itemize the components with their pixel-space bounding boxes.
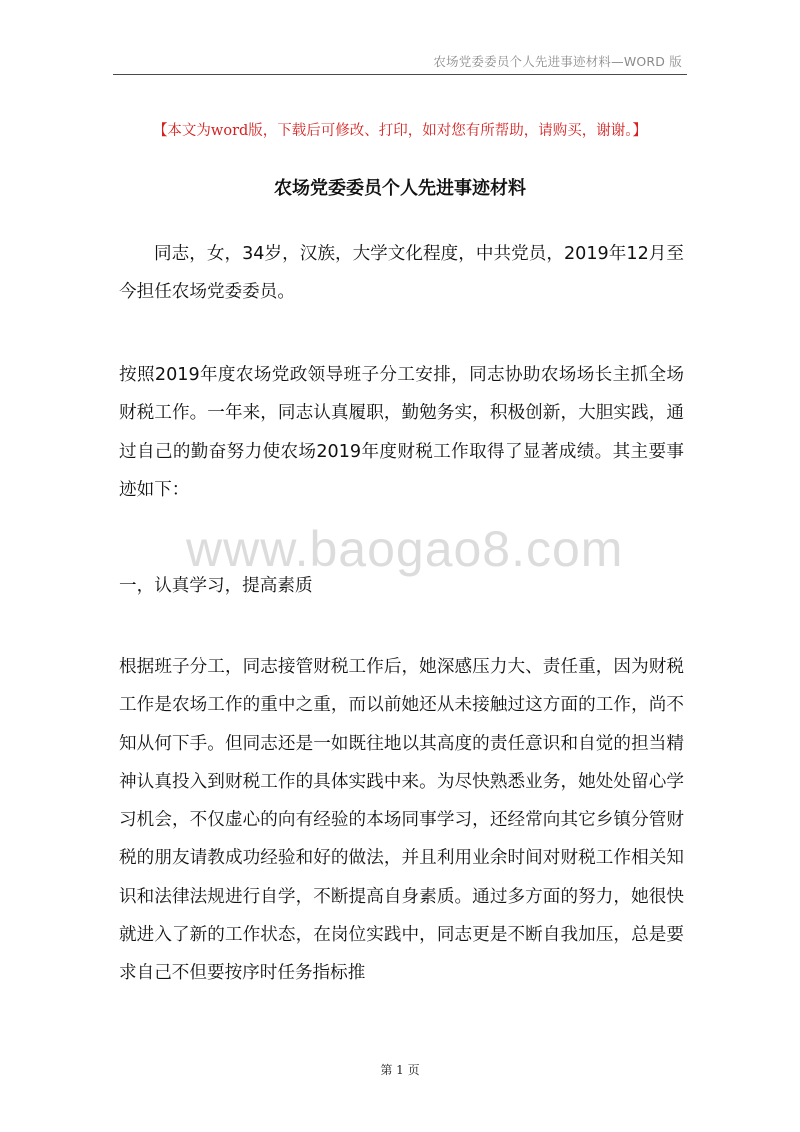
download-notice: 【本文为word版，下载后可修改、打印，如对您有所帮助，请购买，谢谢。】 [152, 123, 648, 139]
section-heading-1: 一，认真学习，提高素质 [119, 576, 313, 596]
header-divider [113, 74, 687, 75]
site-watermark: www.baogao8.com [186, 521, 624, 577]
paragraph-section-1-body: 根据班子分工，同志接管财税工作后，她深感压力大、责任重，因为财税工作是农场工作的重中之重，而以前她还从未接触过这方面的工作，尚不知从何下手。但同志还是一如既往地以其高度的责任意识和自觉的担当精神认真投入到财税工作的具体实践中来。为尽快熟悉业务，她处处留心学习机会，不仅虚心的向有经验的本场同事学习，还经常向其它乡镇分管财税的朋友请教成功经验和好的做法，并且利用业余时间对财税工作相关知识和法律法规进行自学，不断提高自身素质。通过多方面的努力，她很快就进入了新的工作状态，在岗位实践中，同志更是不断自我加压，总是要求自己不但要按序时任务指标推 [119, 657, 684, 984]
paragraph-intro: 同志，女，34岁，汉族，大学文化程度，中共党员，2019年12月至今担任农场党委委员。 [119, 244, 684, 303]
page-number: 第 1 页 [380, 1063, 420, 1077]
paragraph-overview: 按照2019年度农场党政领导班子分工安排，同志协助农场场长主抓全场财税工作。一年来，同志认真履职，勤勉务实，积极创新，大胆实践，通过自己的勤奋努力使农场2019年度财税工作取得了显著成绩。其主要事迹如下： [119, 365, 684, 500]
document-title: 农场党委委员个人先进事迹材料 [274, 178, 526, 199]
running-header: 农场党委委员个人先进事迹材料—WORD 版 [433, 54, 682, 69]
